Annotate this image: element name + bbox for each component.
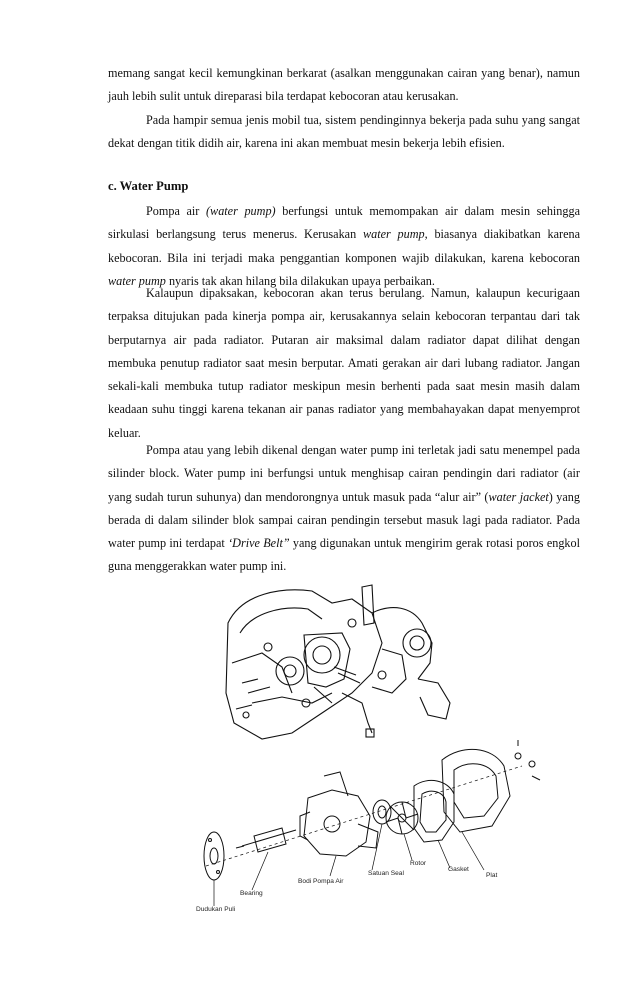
label-satuan-seal: Satuan Seal	[368, 870, 404, 877]
label-bearing: Bearing	[240, 890, 263, 897]
italic-run: (water pump)	[206, 204, 276, 218]
text-run: Pompa air	[146, 204, 206, 218]
label-rotor: Rotor	[410, 860, 427, 867]
pump-body-icon	[300, 772, 378, 856]
text-run: nyaris tak akan hilang bila dilakukan upaya perbaikan.	[165, 273, 435, 288]
text-run: ) yang berada di dalam silinder blok sampai cairan pendingin tersebut masuk lagi pada radiator. Pada water pump ini terdapat	[108, 489, 580, 551]
pulley-seat-icon	[204, 832, 224, 880]
paragraph-5	[108, 439, 580, 579]
paragraph-3	[108, 200, 580, 293]
text-run: , biasanya diakibatkan karena kebocoran. Bila ini terjadi maka penggantian komponen wajib dilakukan, karena kebocoran	[108, 227, 580, 265]
label-plat: Plat	[486, 872, 498, 879]
engine-water-pump-illustration	[222, 583, 454, 743]
label-dudukan-puli: Dudukan Puli	[196, 906, 236, 913]
paragraph-2: Pada hampir semua jenis mobil tua, sistem pendinginnya bekerja pada suhu yang sangat dekat dengan titik didih air, karena ini akan membuat mesin bekerja lebih efisien.	[108, 113, 580, 151]
section-heading-water-pump: c. Water Pump	[108, 179, 189, 193]
paragraph-1: memang sangat kecil kemungkinan berkarat (asalkan menggunakan cairan yang benar), namun jauh lebih sulit untuk direparasi bila terdapat kebocoran atau kerusakan.	[108, 66, 580, 104]
label-gasket: Gasket	[448, 866, 469, 873]
seal-icon	[373, 800, 391, 824]
rotor-icon	[386, 802, 418, 834]
italic-run: water jacket	[488, 489, 549, 504]
italic-run: water pump	[362, 227, 425, 242]
text-run: Pompa atau yang lebih dikenal dengan water pump ini terletak jadi satu menempel pada silinder block. Water pump ini berfungsi untuk menghisap cairan pendingin dari radiator (air yang sudah turun suhunya) dan mendorongnya untuk masuk pada “alur air” (	[108, 443, 580, 504]
text-run: yang digunakan untuk mengirim gerak rotasi poros engkol guna menggerakkan water pump ini.	[108, 536, 580, 574]
paragraph-4: Kalaupun dipaksakan, kebocoran akan terus berulang. Namun, kalaupun kecurigaan terpaksa ditujukan pada kinerja pompa air, kerusakannya selain kebocoran terpantau dari tak berputarnya air pada radiator. Putaran air maksimal dalam radiator dapat dilihat dengan membuka penutup radiator saat mesin berputar. Amati gerakan air dari lubang radiator. Jangan sekali-kali membuka tutup radiator meskipun mesin berhenti pada saat mesin masih dalam keadaan suhu tinggi karena tekanan air panas radiator yang membahayakan dapat menyemprot keluar.	[108, 286, 580, 440]
italic-run: ‘Drive Belt”	[228, 536, 290, 551]
water-pump-exploded-diagram	[192, 736, 552, 926]
italic-run: water pump	[108, 273, 166, 288]
label-bodi-pompa-air: Bodi Pompa Air	[298, 878, 344, 885]
text-run: berfungsi untuk memompakan air dalam mesin sehingga sirkulasi berlangsung terus menerus. Kerusakan	[108, 204, 580, 242]
